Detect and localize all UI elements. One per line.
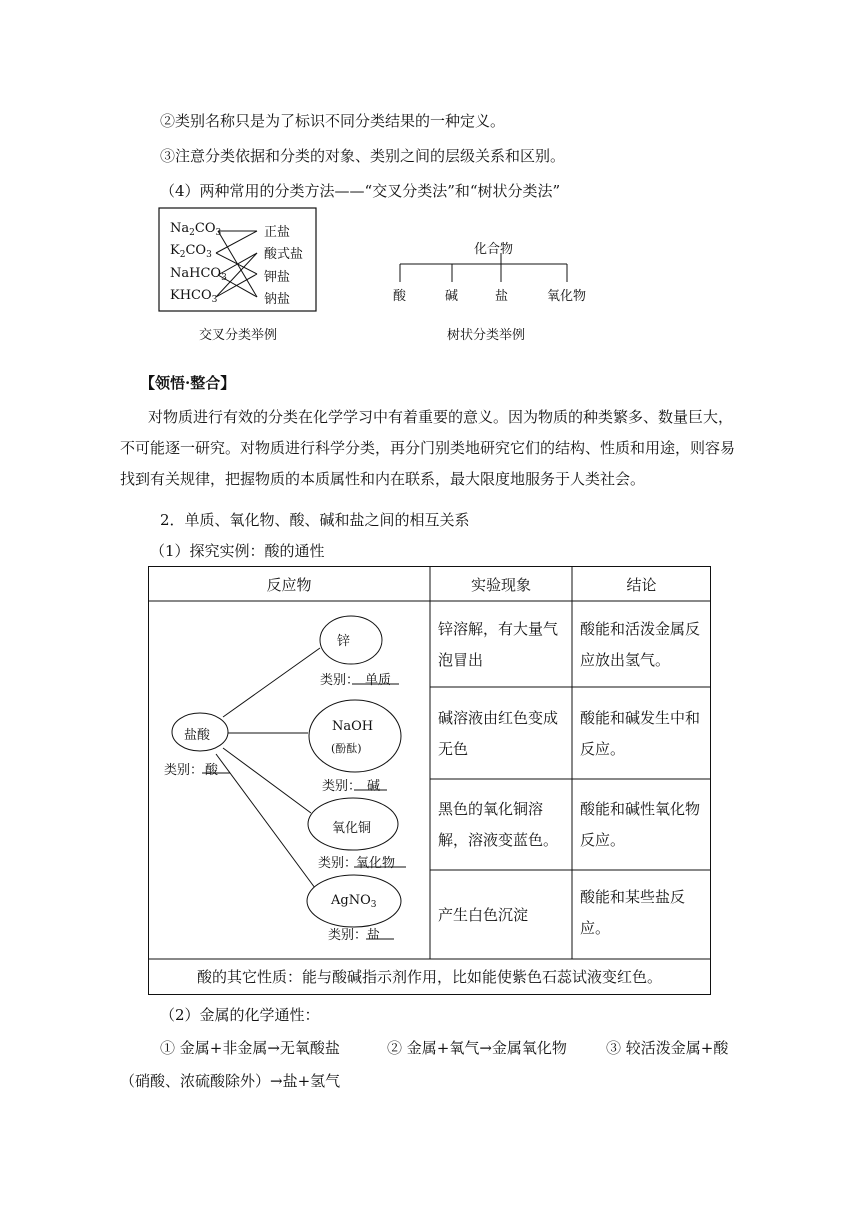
intro-line-4: （4）两种常用的分类方法——“交叉分类法”和“树状分类法” [160,182,561,200]
insight-paragraph: 对物质进行有效的分类在化学学习中有着重要的意义。因为物质的种类繁多、数量巨大，不可能逐一研究。对物质进行科学分类，再分门别类地研究它们的结构、性质和用途，则容易找到有关规律，把握物质的本质属性和内在联系，最大限度地服务于人类社会。 [120,408,736,488]
node-naoh-category: 碱 [367,779,381,794]
tree-child-base: 碱 [445,289,459,304]
node-zinc-category-label: 类别： [320,673,360,688]
node-agno3-category: 盐 [367,928,381,943]
cross-caption: 交叉分类举例 [199,328,278,343]
header-conclusion: 结论 [626,576,657,594]
metal-rule-3-cont: （硝酸、浓硫酸除外）→盐+氢气 [120,1072,341,1090]
tree-child-oxide: 氧化物 [547,289,587,304]
header-reactants: 反应物 [266,576,312,594]
metal-section-title: （2）金属的化学通性： [160,1006,320,1024]
metal-rule-2: ② 金属+氧气→金属氧化物 [387,1039,567,1057]
acid-properties-table [148,566,711,995]
category-acid-salt: 酸式盐 [264,247,304,262]
node-naoh-indicator: (酚酞) [331,742,362,755]
node-naoh-category-label: 类别： [322,779,362,794]
category-potassium-salt: 钾盐 [264,270,291,285]
metal-rule-3: ③ 较活泼金属+酸 [606,1039,729,1057]
salt-na2co3: $Na_2CO_3$ [170,221,222,238]
node-hcl-category-label: 类别： [164,763,204,778]
salt-khco3: $KHCO_3$ [170,288,218,305]
salt-nahco3: NaHCO$_3$ [170,266,227,283]
salt-k2co3: $K_2CO_3$ [170,243,212,260]
node-cuo: 氧化铜 [332,821,372,836]
tree-child-salt: 盐 [495,289,509,304]
tree-caption: 树状分类举例 [447,328,526,343]
insight-heading: 【领悟·整合】 [140,374,236,392]
category-normal-salt: 正盐 [264,225,291,240]
tree-child-acid: 酸 [393,289,407,304]
metal-rule-1: ① 金属+非金属→无氧酸盐 [160,1039,340,1057]
header-phenomenon: 实验现象 [470,576,531,594]
row2-phenomenon: 碱溶液由红色变成无色 [438,709,559,758]
intro-line-2: ②类别名称只是为了标识不同分类结果的一种定义。 [160,112,506,130]
category-sodium-salt: 钠盐 [264,292,291,307]
node-agno3-category-label: 类别： [328,928,368,943]
table-footer-note: 酸的其它性质：能与酸碱指示剂作用，比如能使紫色石蕊试液变红色。 [196,968,662,986]
node-hcl-category: 酸 [205,763,219,778]
section2-title: 2．单质、氧化物、酸、碱和盐之间的相互关系 [160,511,470,529]
node-zinc-category: 单质 [365,673,392,688]
row4-conclusion: 酸能和某些盐反应。 [580,888,686,937]
node-agno3: AgNO$_3$ [331,893,377,910]
tree-root: 化合物 [474,242,514,257]
row3-phenomenon: 黑色的氧化铜溶解，溶液变蓝色。 [438,800,559,849]
row2-conclusion: 酸能和碱发生中和反应。 [580,709,701,758]
intro-line-3: ③注意分类依据和分类的对象、类别之间的层级关系和区别。 [160,147,566,165]
node-naoh: NaOH [332,719,374,734]
node-cuo-category-label: 类别： [318,856,358,871]
row4-phenomenon: 产生白色沉淀 [438,906,529,924]
node-hcl: 盐酸 [184,728,211,743]
node-cuo-category: 氧化物 [356,856,396,871]
row1-phenomenon: 锌溶解，有大量气泡冒出 [438,620,559,669]
row3-conclusion: 酸能和碱性氧化物反应。 [580,800,701,849]
row1-conclusion: 酸能和活泼金属反应放出氢气。 [580,620,701,669]
node-zinc: 锌 [337,634,351,649]
section2-subtitle: （1）探究实例：酸的通性 [150,542,325,560]
